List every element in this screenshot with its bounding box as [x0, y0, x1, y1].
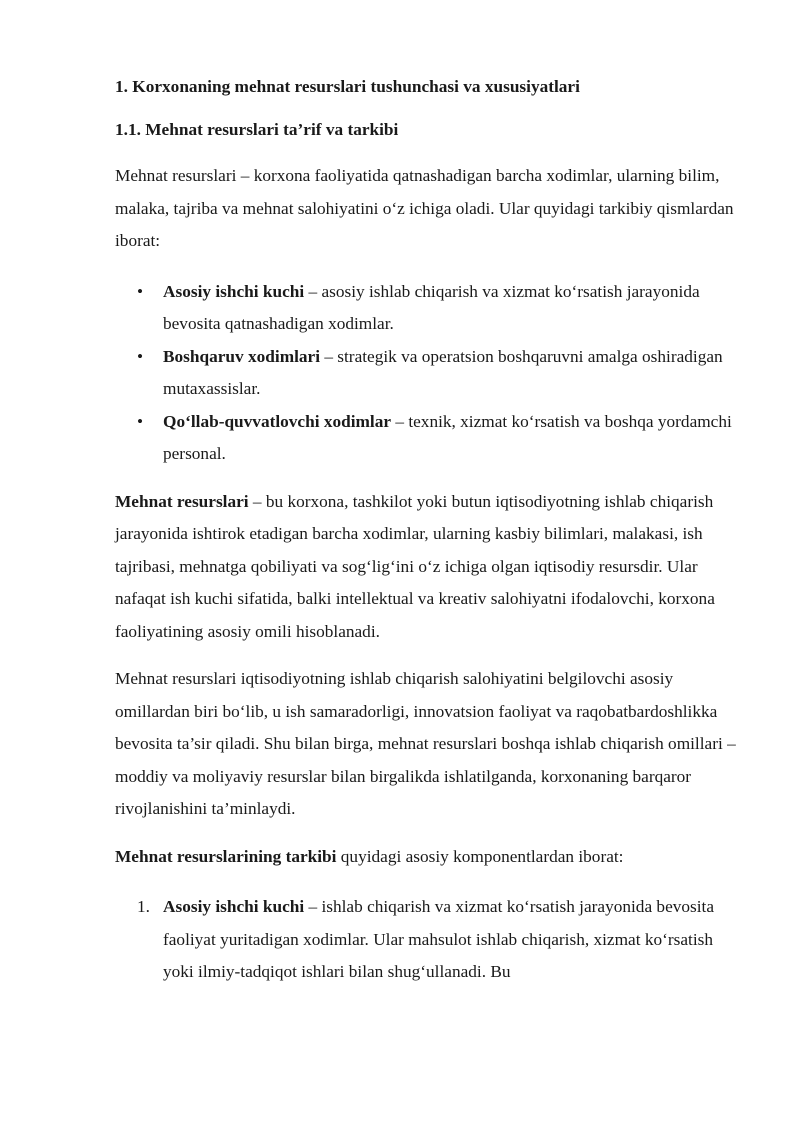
definition-paragraph: [115, 486, 745, 649]
bullet-item: [115, 406, 745, 471]
bullet-marker: •: [137, 346, 144, 366]
numbered-text: – ishlab chiqarish va xizmat ko‘rsatish jarayonida bevosita faoliyat yuritadigan xodimlar. Ular mahsulot ishlab chiqarish, xizmat ko‘rsatish yoki ilmiy-tadqiqot ishlari bilan shug‘ullanadi. Bu: [163, 897, 715, 981]
document-page: [115, 71, 745, 1004]
intro-paragraph: Mehnat resurslari – korxona faoliyatida qatnashadigan barcha xodimlar, ularning bilim, malaka, tajriba va mehnat salohiyatini o‘z ichiga oladi. Ular quyidagi tarkibiy qismlardan iborat:: [115, 166, 734, 250]
importance-paragraph: Mehnat resurslari iqtisodiyotning ishlab chiqarish salohiyatini belgilovchi asosiy omillardan biri bo‘lib, u ish samaradorligi, innovatsion faoliyat va raqobatbardoshlikka bevosita ta’sir qiladi. Shu bilan birga, mehnat resurslari boshqa ishlab chiqarish omillari – moddiy va moliyaviy resurslar bilan birgalikda ishlatilganda, korxonaning barqaror rivojlanishini ta’minlaydi.: [115, 669, 736, 818]
composition-text: quyidagi asosiy komponentlardan iborat:: [336, 846, 624, 866]
bullet-marker: •: [137, 281, 144, 301]
definition-term: Mehnat resurslari: [115, 491, 249, 511]
composition-numbered-list: [115, 891, 745, 989]
numbered-term: Asosiy ishchi kuchi: [163, 897, 305, 916]
bullet-term: Qo‘llab-quvvatlovchi xodimlar: [163, 411, 392, 431]
section-heading: 1.1. Mehnat resurslari ta’rif va tarkibi: [115, 119, 399, 139]
main-heading: 1. Korxonaning mehnat resurslari tushunchasi va xususiyatlari: [115, 77, 580, 96]
bullet-term: Boshqaruv xodimlari: [163, 346, 320, 366]
bullet-text: – texnik, xizmat ko‘rsatish va boshqa yordamchi personal.: [163, 411, 732, 463]
bullet-text: – asosiy ishlab chiqarish va xizmat ko‘rsatish jarayonida bevosita qatnashadigan xodimlar.: [163, 281, 700, 333]
bullet-term: Asosiy ishchi kuchi: [163, 281, 305, 301]
bullet-marker: •: [137, 411, 144, 431]
number-marker: 1.: [137, 897, 150, 916]
composition-term: Mehnat resurslarining tarkibi: [115, 846, 337, 866]
bullet-item: [115, 341, 745, 406]
components-bullet-list: [115, 276, 745, 471]
bullet-item: [115, 276, 745, 341]
numbered-item: [115, 891, 745, 989]
bullet-text: – strategik va operatsion boshqaruvni amalga oshiradigan mutaxassislar.: [163, 346, 723, 398]
composition-paragraph: [115, 841, 745, 874]
definition-text: – bu korxona, tashkilot yoki butun iqtisodiyotning ishlab chiqarish jarayonida ishtirok etadigan barcha xodimlar, ularning kasbiy bilimlari, malakasi, ish tajribasi, mehnatga qobiliyati va sog‘lig‘ini o‘z ichiga olgan iqtisodiy resursdir. Ular nafaqat ish kuchi sifatida, balki intellektual va kreativ salohiyatni ifodalovchi, korxona faoliyatining asosiy omili hisoblanadi.: [115, 491, 715, 641]
